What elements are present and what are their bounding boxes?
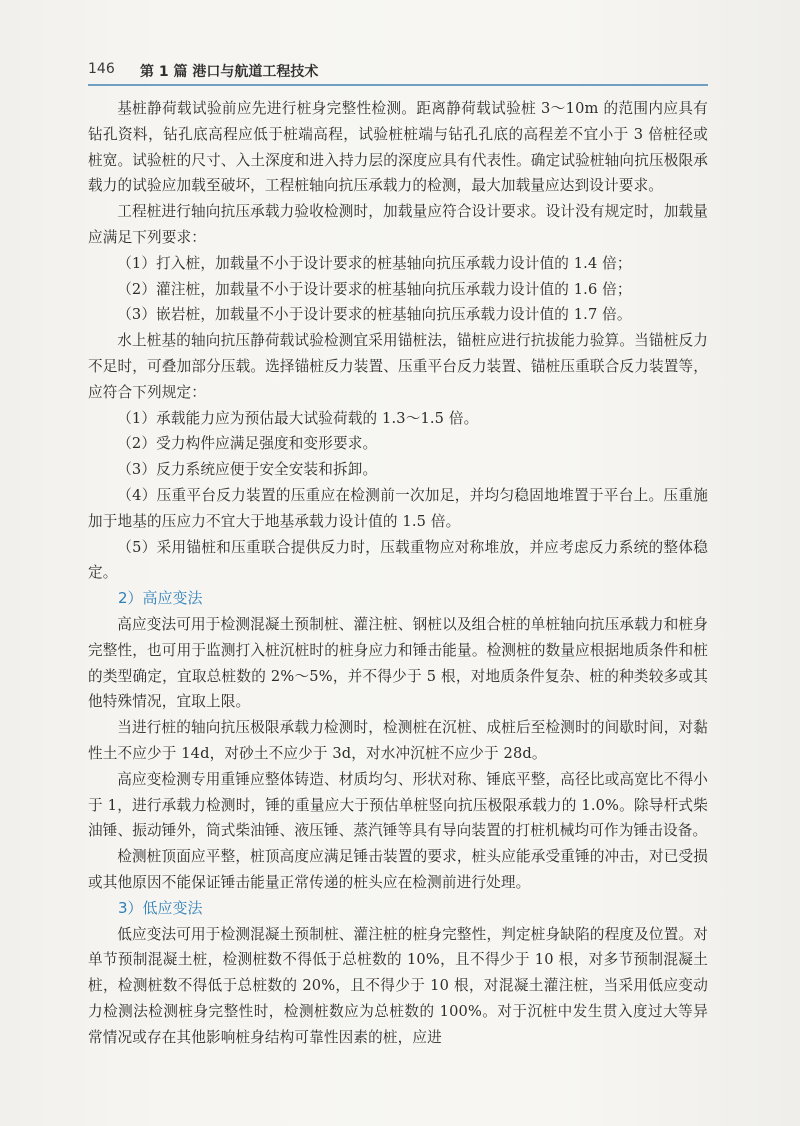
paragraph-static-load-test: 基桩静荷载试验前应先进行桩身完整性检测。距离静荷载试验桩 3～10m 的范围内应具有钻孔资料，钻孔底高程应低于桩端高程，试验桩桩端与钻孔孔底的高程差不宜小于 3 倍桩径或桩宽。试验桩的尺寸、入土深度和进入持力层的深度应具有代表性。确定试验桩轴向抗压极限承载力的试验应加载至破坏，工程桩轴向抗压承载力的检测，最大加载量应达到设计要求。 — [88, 100, 708, 195]
list-item: （1）打入桩，加载量不小于设计要求的桩基轴向抗压承载力设计值的 1.4 倍； — [117, 254, 632, 272]
part-title: 第 1 篇 港口与航道工程技术 — [140, 64, 319, 80]
paragraph-interval-time: 当进行桩的轴向抗压极限承载力检测时，检测桩在沉桩、成桩后至检测时的间歇时间，对黏性土不应少于 14d，对砂土不应少于 3d，对水冲沉桩不应少于 28d。 — [88, 719, 708, 762]
page-number: 146 — [88, 61, 115, 77]
list-item: （2）受力构件应满足强度和变形要求。 — [117, 435, 378, 453]
section-heading-high-strain: 2）高应变法 — [118, 589, 203, 608]
list-item: （3）嵌岩桩，加载量不小于设计要求的桩基轴向抗压承载力设计值的 1.7 倍。 — [117, 306, 632, 324]
paragraph-high-strain-scope: 高应变法可用于检测混凝土预制桩、灌注桩、钢桩以及组合桩的单桩轴向抗压承载力和桩身完整性，也可用于监测打入桩沉桩时的桩身应力和锤击能量。检测桩的数量应根据地质条件和桩的类型确定，宜取总桩数的 2%～5%，并不得少于 5 根，对地质条件复杂、桩的种类较多或其他特殊情况，宜取上限。 — [88, 615, 708, 711]
paragraph-anchor-pile-method: 水上桩基的轴向抗压静荷载试验检测宜采用锚桩法，锚桩应进行抗拔能力验算。当锚桩反力不足时，可叠加部分压载。选择锚桩反力装置、压重平台反力装置、锚桩压重联合反力装置等，应符合下列规定： — [88, 332, 708, 401]
list-item: （3）反力系统应便于安全安装和拆卸。 — [117, 461, 378, 479]
paragraph-pile-head: 检测桩顶面应平整，桩顶高度应满足锤击装置的要求，桩头应能承受重锤的冲击，对已受损或其他原因不能保证锤击能量正常传递的桩头应在检测前进行处理。 — [88, 848, 708, 891]
paragraph-low-strain-scope: 低应变法可用于检测混凝土预制桩、灌注桩的桩身完整性，判定桩身缺陷的程度及位置。对单节预制混凝土桩，检测桩数不得低于总桩数的 10%，且不得少于 10 根，对多节预制混凝土桩，检测桩数不得低于总桩数的 20%，且不得少于 10 根，对混凝土灌注桩，当采用低应变动力检测法检测桩身完整性时，检测桩数应为总桩数的 100%。对于沉桩中发生贯入度过大等异常情况或存在其他影响桩身结构可靠性因素的桩，应进 — [88, 925, 708, 1046]
list-item: （1）承载能力应为预估最大试验荷载的 1.3～1.5 倍。 — [117, 409, 479, 427]
list-item: （4）压重平台反力装置的压重应在检测前一次加足，并均匀稳固地堆置于平台上。压重施加于地基的压应力不宜大于地基承载力设计值的 1.5 倍。 — [88, 486, 708, 530]
paragraph-acceptance-load: 工程桩进行轴向抗压承载力验收检测时，加载量应符合设计要求。设计没有规定时，加载量应满足下列要求： — [88, 203, 708, 246]
header-divider — [88, 84, 708, 86]
body-text — [88, 96, 708, 1050]
list-item: （5）采用锚桩和压重联合提供反力时，压载重物应对称堆放，并应考虑反力系统的整体稳定。 — [88, 538, 708, 582]
list-item: （2）灌注桩，加载量不小于设计要求的桩基轴向抗压承载力设计值的 1.6 倍； — [117, 280, 632, 298]
section-heading-low-strain: 3）低应变法 — [118, 898, 203, 917]
paragraph-hammer-requirements: 高应变检测专用重锤应整体铸造、材质均匀、形状对称、锤底平整，高径比或高宽比不得小于 1，进行承载力检测时，锤的重量应大于预估单桩竖向抗压极限承载力的 1.0%。除导杆式柴油锤、振动锤外，筒式柴油锤、液压锤、蒸汽锤等具有导向装置的打桩机械均可作为锤击设备。 — [88, 770, 708, 840]
